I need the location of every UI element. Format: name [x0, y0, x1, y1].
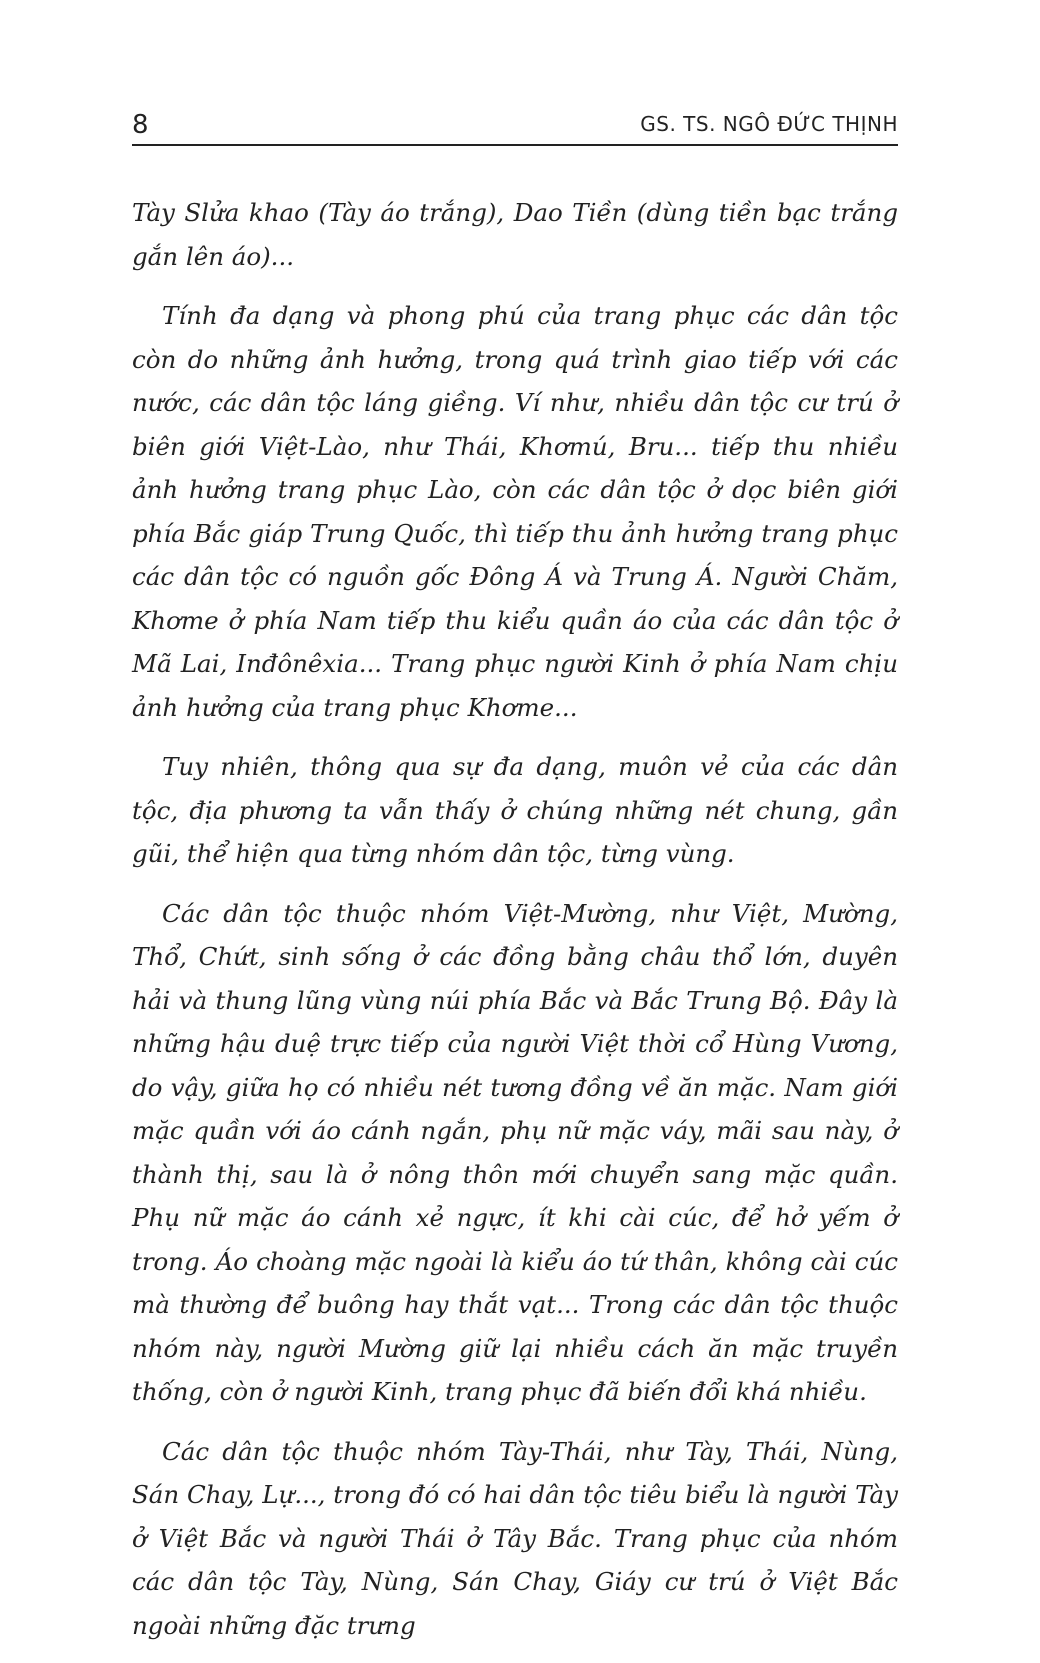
paragraph: Tính đa dạng và phong phú của trang phục các dân tộc còn do những ảnh hưởng, trong quá trình giao tiếp với các nước, các dân tộc láng giềng. Ví như, nhiều dân tộc cư trú ở biên giới Việt-Lào, như Thái, Khơmú, Bru... tiếp thu nhiều ảnh hưởng trang phục Lào, còn các dân tộc ở dọc biên giới phía Bắc giáp Trung Quốc, thì tiếp thu ảnh hưởng trang phục các dân tộc có nguồn gốc Đông Á và Trung Á. Người Chăm, Khơme ở phía Nam tiếp thu kiểu quần áo của các dân tộc ở Mã Lai, Inđônêxia... Trang phục người Kinh ở phía Nam chịu ảnh hưởng của trang phục Khơme... — [132, 301, 898, 722]
paragraph: Tuy nhiên, thông qua sự đa dạng, muôn vẻ của các dân tộc, địa phương ta vẫn thấy ở chúng những nét chung, gần gũi, thể hiện qua từng nhóm dân tộc, từng vùng. — [132, 752, 898, 868]
page-header — [132, 100, 898, 146]
body-text — [132, 191, 898, 1663]
page-number: 8 — [132, 110, 149, 140]
paragraph: Các dân tộc thuộc nhóm Tày-Thái, như Tày, Thái, Nùng, Sán Chay, Lự..., trong đó có hai dân tộc tiêu biểu là người Tày ở Việt Bắc và người Thái ở Tây Bắc. Trang phục của nhóm các dân tộc Tày, Nùng, Sán Chay, Giáy cư trú ở Việt Bắc ngoài những đặc trưng — [132, 1436, 898, 1640]
running-head-author: GS. TS. NGÔ ĐỨC THỊNH — [640, 112, 898, 136]
paragraph-continued: Tày Slửa khao (Tày áo trắng), Dao Tiền (dùng tiền bạc trắng gắn lên áo)... — [132, 198, 898, 271]
paragraph: Các dân tộc thuộc nhóm Việt-Mường, như Việt, Mường, Thổ, Chứt, sinh sống ở các đồng bằng châu thổ lớn, duyên hải và thung lũng vùng núi phía Bắc và Bắc Trung Bộ. Đây là những hậu duệ trực tiếp của người Việt thời cổ Hùng Vương, do vậy, giữa họ có nhiều nét tương đồng về ăn mặc. Nam giới mặc quần với áo cánh ngắn, phụ nữ mặc váy, mãi sau này, ở thành thị, sau là ở nông thôn mới chuyển sang mặc quần. Phụ nữ mặc áo cánh xẻ ngực, ít khi cài cúc, để hở yếm ở trong. Áo choàng mặc ngoài là kiểu áo tứ thân, không cài cúc mà thường để buông hay thắt vạt... Trong các dân tộc thuộc nhóm này, người Mường giữ lại nhiều cách ăn mặc truyền thống, còn ở người Kinh, trang phục đã biến đổi khá nhiều. — [132, 898, 898, 1406]
